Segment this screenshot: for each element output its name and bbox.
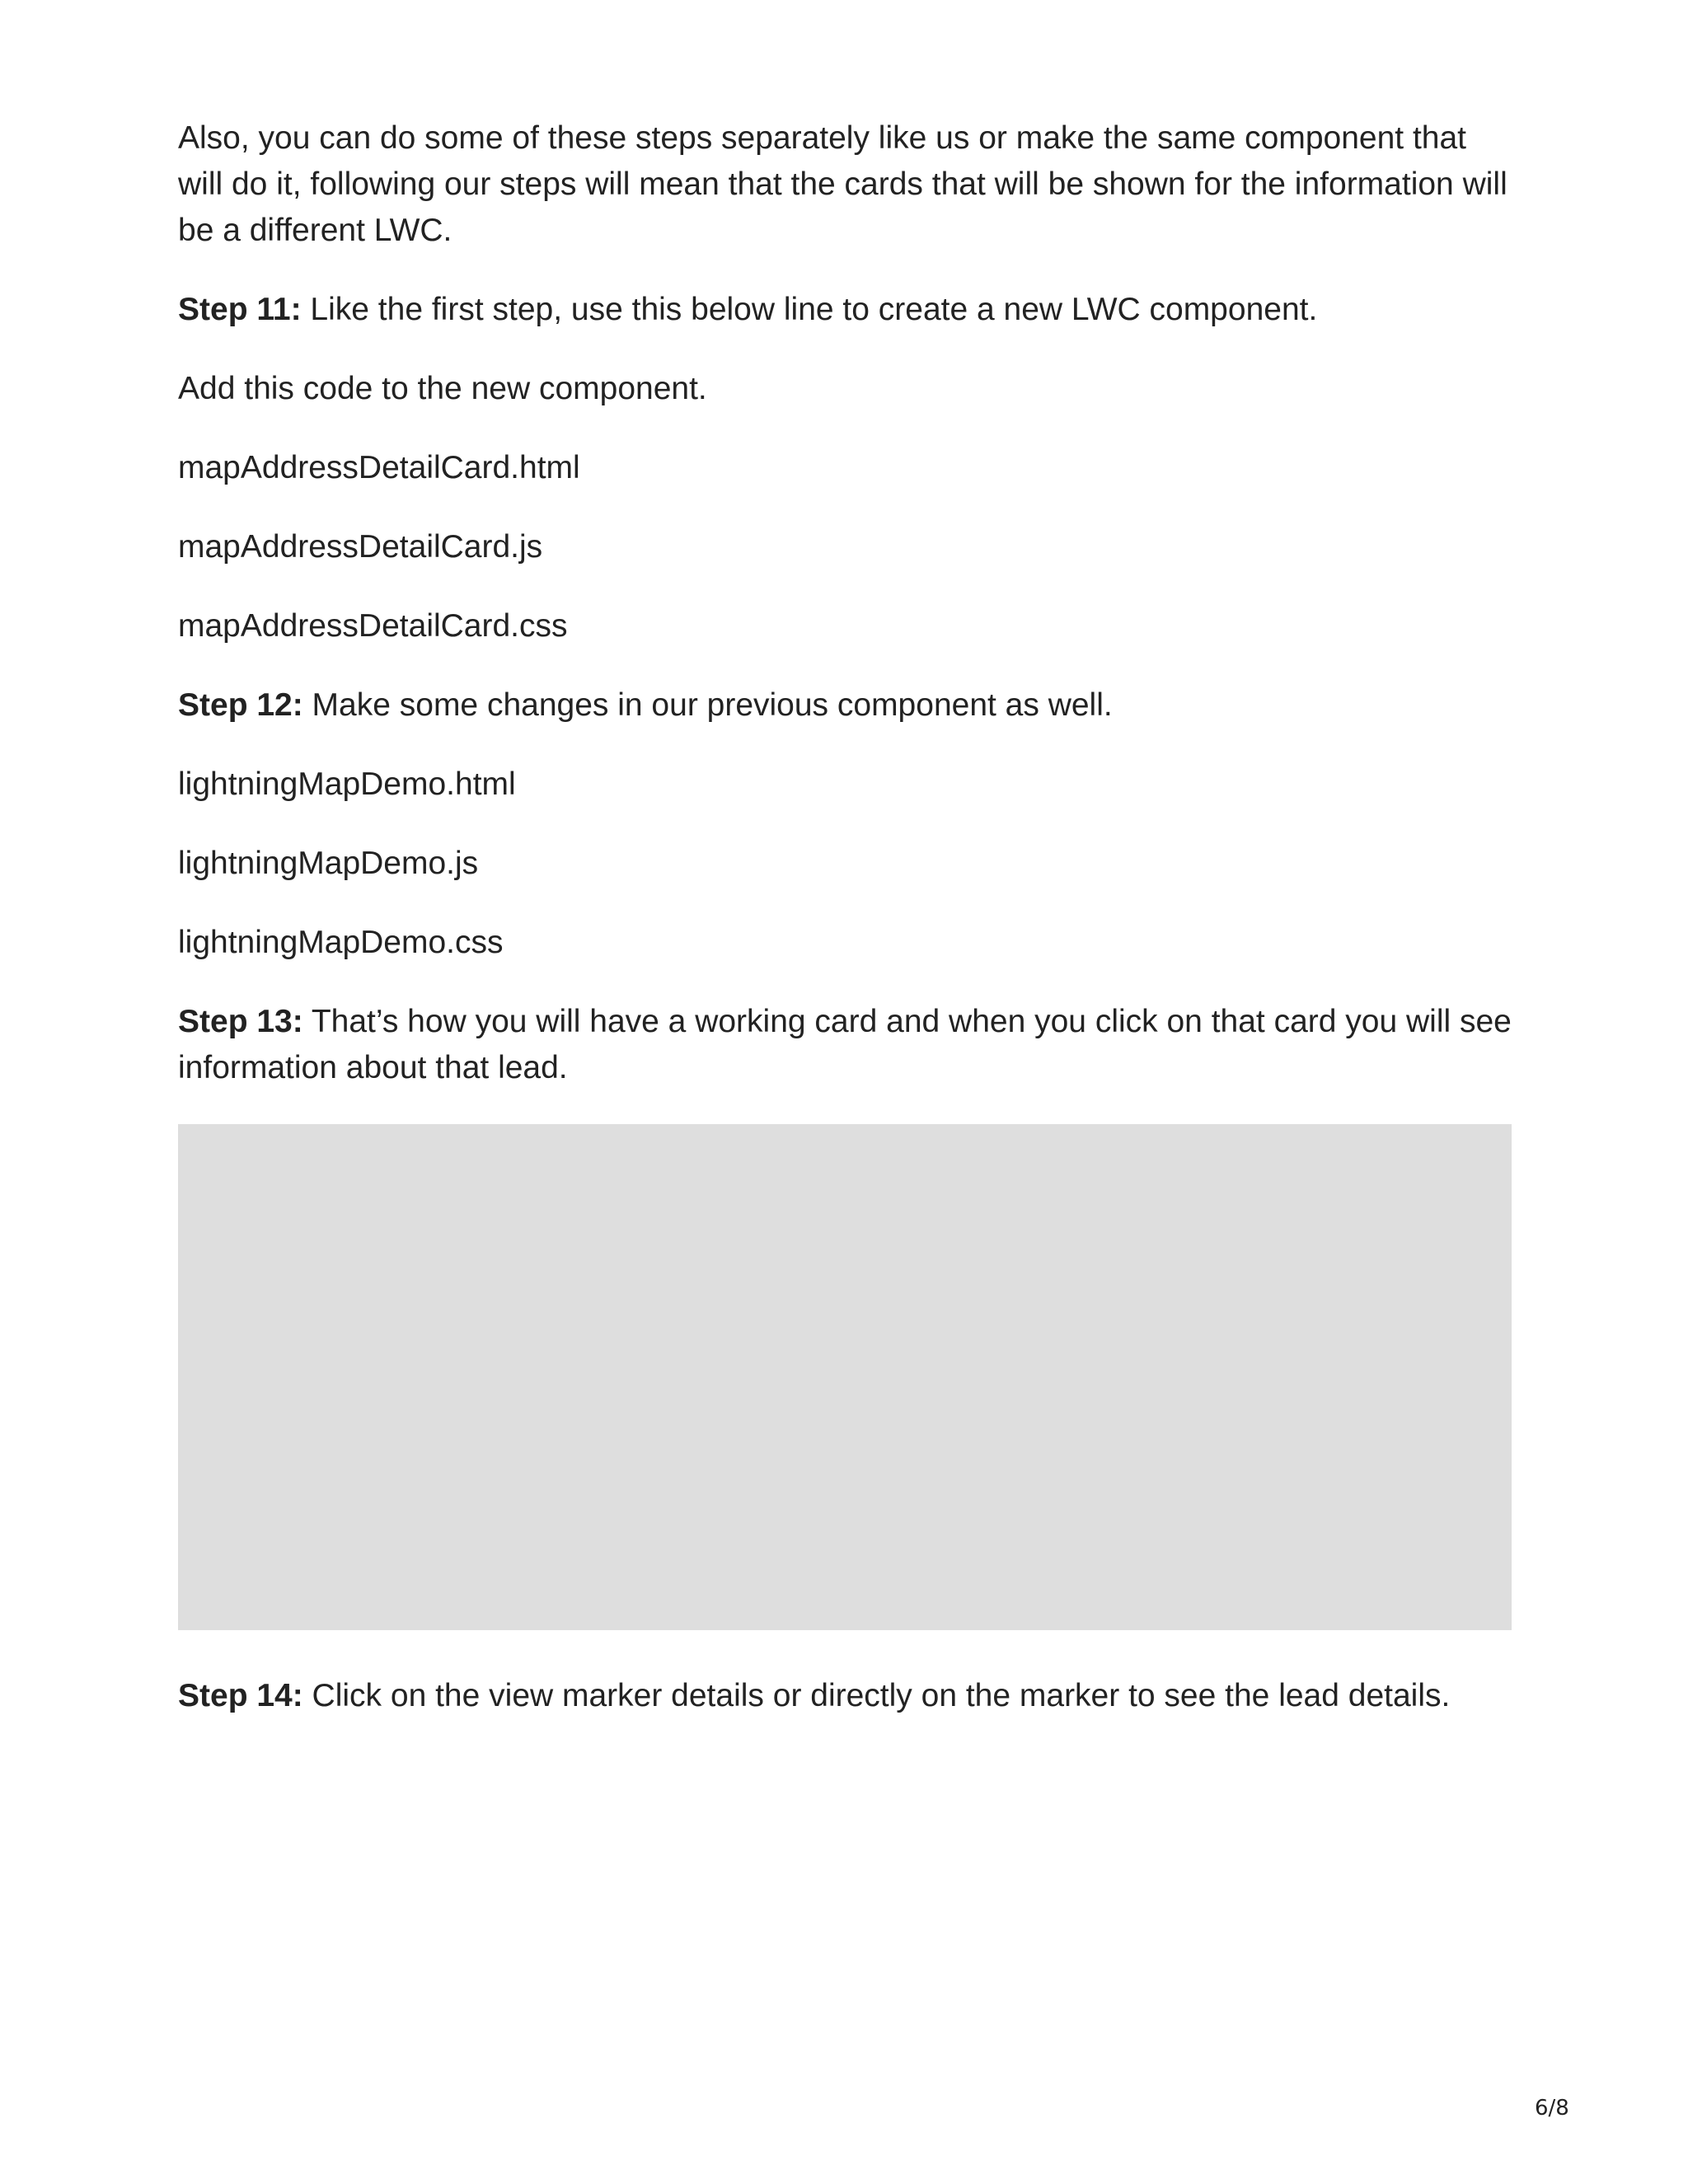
step-12-text: Make some changes in our previous component as well. [302,687,1113,723]
file-name-map-demo-js: lightningMapDemo.js [178,846,479,881]
document-body [178,115,1513,1752]
step-11-text: Like the first step, use this below line to create a new LWC component. [301,292,1318,327]
step-14-label: Step 14: [178,1678,303,1713]
file-name-detail-card-js: mapAddressDetailCard.js [178,529,543,565]
step-14-paragraph [178,1673,1513,1719]
step-13-paragraph [178,999,1513,1091]
file-name-map-demo-css: lightningMapDemo.css [178,925,504,960]
intro-paragraph: Also, you can do some of these steps separately like us or make the same component that will do it, following our steps will mean that the cards that will be shown for the information will be a different LWC. [178,120,1507,248]
step-14-text: Click on the view marker details or directly on the marker to see the lead details. [302,1678,1451,1713]
step-13-text: That’s how you will have a working card and when you click on that card you will see information about that lead. [178,1004,1512,1085]
step-11-paragraph [178,287,1513,333]
step-11-label: Step 11: [178,292,302,327]
add-code-paragraph: Add this code to the new component. [178,371,707,406]
step-13-label: Step 13: [178,1004,303,1039]
file-name-map-demo-html: lightningMapDemo.html [178,766,516,802]
file-name-detail-card-html: mapAddressDetailCard.html [178,450,580,485]
image-placeholder [178,1124,1512,1630]
step-12-paragraph [178,682,1513,729]
page-number: 6/8 [1535,2096,1569,2121]
file-name-detail-card-css: mapAddressDetailCard.css [178,608,568,644]
step-12-label: Step 12: [178,687,303,723]
